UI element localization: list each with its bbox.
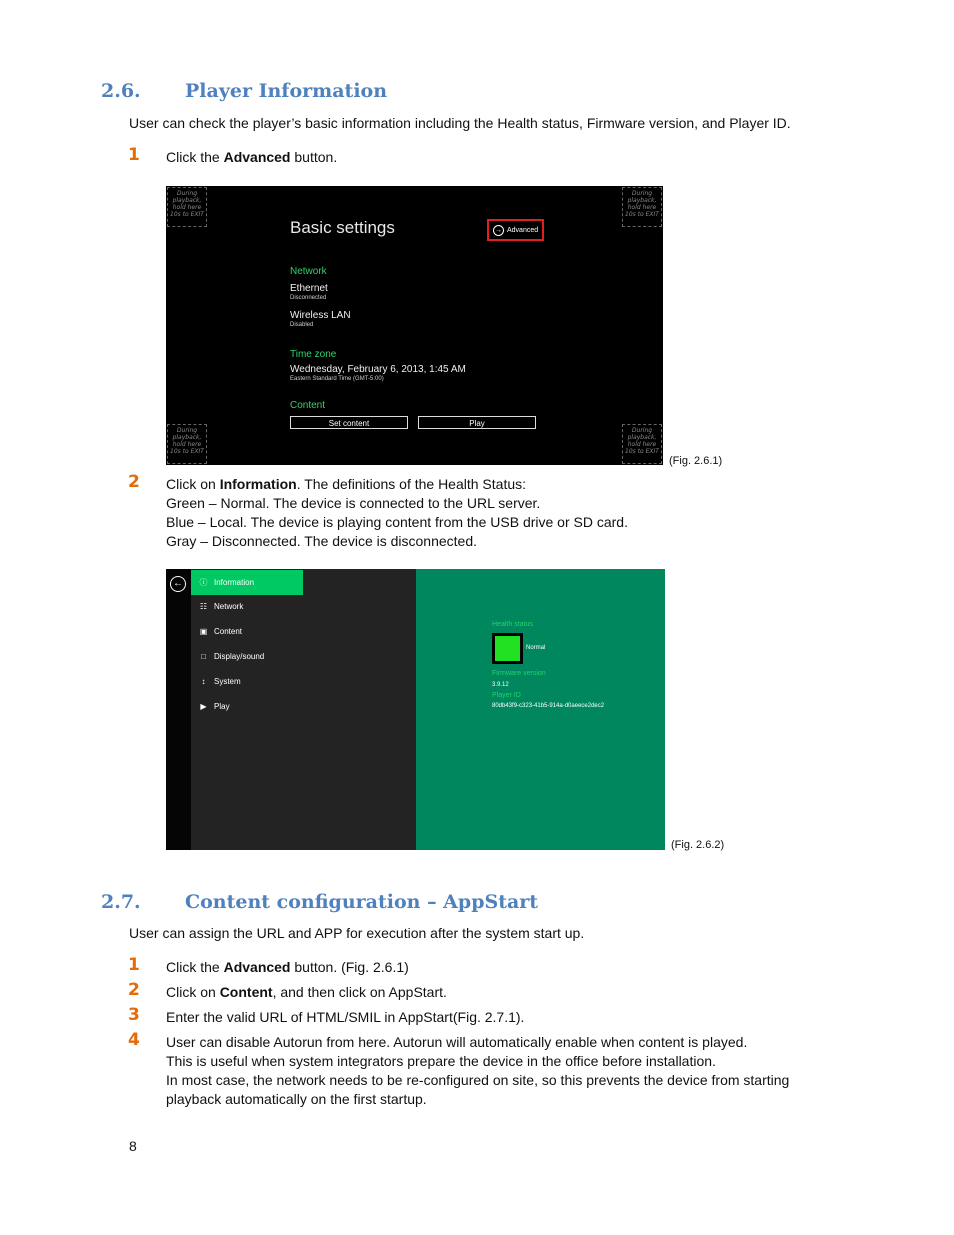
step-text: Click the Advanced button. — [166, 149, 338, 165]
section-intro: User can assign the URL and APP for execution after the system start up. — [129, 925, 585, 941]
figure-caption: (Fig. 2.6.1) — [669, 455, 723, 467]
menu-item-label: Content — [214, 627, 243, 636]
health-status-label: Health status — [492, 621, 533, 628]
section-title: Content configuration – AppStart — [185, 891, 539, 913]
health-definition: Gray – Disconnected. The device is disconnected. — [166, 533, 478, 549]
menu-item-label: System — [214, 677, 241, 686]
step-line: This is useful when system integrators prepare the device in the office before installation. — [166, 1053, 716, 1069]
system-icon: ↕ — [201, 677, 206, 686]
section-title: Player Information — [185, 80, 388, 102]
ethernet-status: Disconnected — [290, 295, 327, 301]
step-text: Click the Advanced button. (Fig. 2.6.1) — [166, 959, 409, 975]
menu-item-label: Network — [214, 602, 244, 611]
player-id-label: Player ID — [492, 692, 521, 699]
step-number: 1 — [128, 955, 140, 975]
menu-item-label: Play — [214, 702, 230, 711]
display-icon: □ — [201, 652, 206, 661]
advanced-label: Advanced — [507, 226, 539, 234]
section-number: 2.6. — [101, 80, 141, 102]
wlan-status: Disabled — [290, 322, 314, 328]
health-definition: Green – Normal. The device is connected to the URL server. — [166, 495, 541, 511]
player-id-value: 80db43f9-c323-41b5-914a-d0aeece2dec2 — [492, 703, 605, 709]
menu-item-content[interactable] — [191, 619, 303, 644]
play-icon: ▶ — [200, 702, 207, 711]
menu-item-label: Information — [214, 578, 255, 587]
wlan-label[interactable]: Wireless LAN — [290, 310, 351, 321]
information-screenshot — [166, 569, 665, 850]
menu-item-information[interactable] — [191, 570, 303, 595]
step-number: 4 — [128, 1030, 140, 1050]
step-number: 1 — [128, 145, 140, 165]
info-icon: ⓘ — [199, 578, 208, 587]
health-status-value: Normal — [526, 645, 546, 651]
menu-item-display-sound[interactable] — [191, 644, 303, 669]
step-line: In most case, the network needs to be re-configured on site, so this prevents the device from starting — [166, 1072, 790, 1088]
step-text: Enter the valid URL of HTML/SMIL in AppStart(Fig. 2.7.1). — [166, 1009, 525, 1025]
step-number: 3 — [128, 1005, 140, 1025]
basic-settings-screenshot — [166, 186, 663, 465]
set-content-button[interactable]: Set content — [290, 416, 408, 429]
menu-item-label: Display/sound — [214, 652, 265, 661]
exit-hotspot: During playback, hold here 10s to EXIT — [167, 424, 207, 464]
page-number: 8 — [129, 1138, 137, 1154]
menu-item-play[interactable] — [191, 694, 303, 719]
step-line: User can disable Autorun from here. Autorun will automatically enable when content is played. — [166, 1034, 748, 1050]
health-definition: Blue – Local. The device is playing content from the USB drive or SD card. — [166, 514, 628, 530]
section-intro: User can check the player’s basic information including the Health status, Firmware version, and Player ID. — [129, 115, 791, 131]
content-heading: Content — [290, 400, 326, 411]
timezone-value: Eastern Standard Time (GMT-5:00) — [290, 376, 384, 382]
back-strip — [166, 569, 191, 850]
arrow-right-icon: → — [495, 226, 502, 234]
exit-hotspot: During playback, hold here 10s to EXIT — [167, 187, 207, 227]
content-icon: ▣ — [199, 627, 208, 636]
section-number: 2.7. — [101, 891, 141, 913]
network-icon: ☷ — [199, 602, 208, 611]
firmware-label: Firmware version — [492, 670, 546, 677]
information-panel — [416, 569, 665, 850]
network-heading: Network — [290, 266, 327, 277]
settings-menu — [191, 569, 416, 850]
datetime-value[interactable]: Wednesday, February 6, 2013, 1:45 AM — [290, 364, 466, 375]
step-text: Click on Content, and then click on AppStart. — [166, 984, 447, 1000]
exit-hotspot: During playback, hold here 10s to EXIT — [622, 424, 662, 464]
step-number: 2 — [128, 980, 140, 1000]
firmware-value: 3.9.12 — [492, 682, 509, 688]
back-arrow-icon[interactable]: ← — [170, 576, 186, 592]
step-line: playback automatically on the first startup. — [166, 1091, 427, 1107]
exit-hotspot: During playback, hold here 10s to EXIT — [622, 187, 662, 227]
figure-caption: (Fig. 2.6.2) — [671, 839, 725, 851]
timezone-heading: Time zone — [290, 349, 337, 360]
step-number: 2 — [128, 472, 140, 492]
advanced-button[interactable] — [487, 219, 544, 241]
step-text — [166, 1033, 789, 1109]
basic-settings-title: Basic settings — [290, 218, 395, 237]
menu-item-system[interactable] — [191, 669, 303, 694]
play-button[interactable]: Play — [418, 416, 536, 429]
step-text: Click on Information. The definitions of the Health Status: Green – Normal. The device is connected to the URL server. Blue – Local. The device is playing content from the USB drive or SD card. Gray – Disconnected. The device is disconnected. — [166, 476, 628, 549]
ethernet-label[interactable]: Ethernet — [290, 283, 328, 294]
health-status-indicator — [492, 633, 523, 664]
menu-item-network[interactable] — [191, 594, 303, 619]
